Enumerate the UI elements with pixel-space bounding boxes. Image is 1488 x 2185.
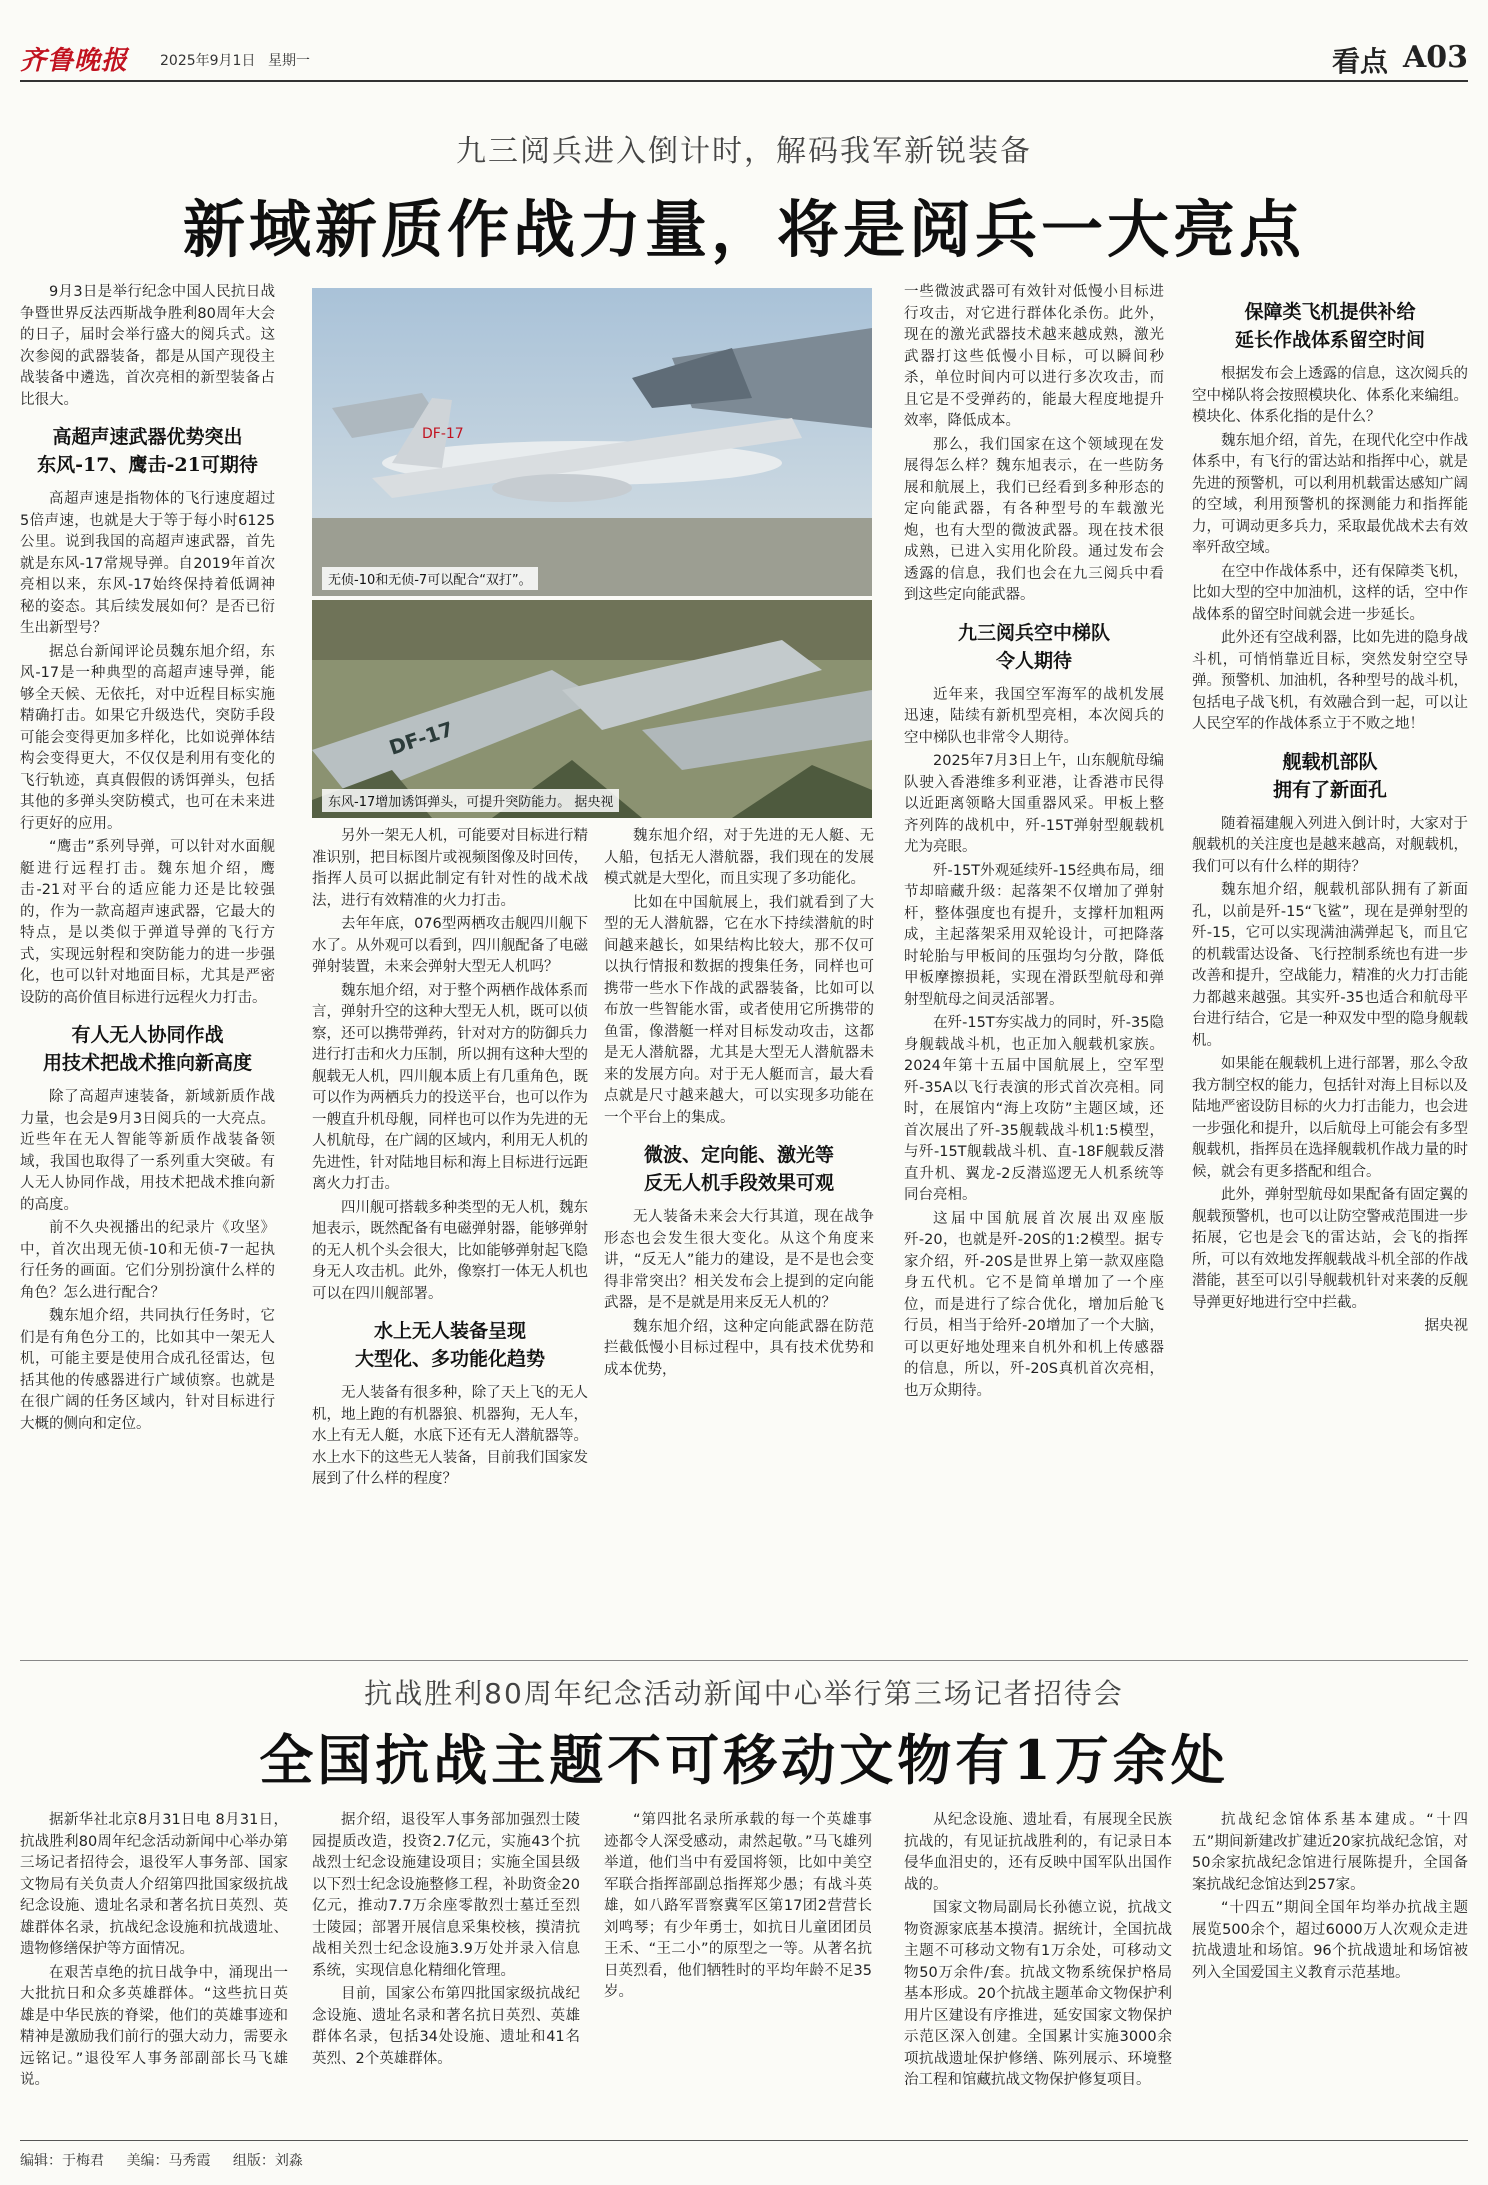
paragraph: 去年年底，076型两栖攻击舰四川舰下水了。从外观可以看到，四川舰配备了电磁弹射装置，未来会弹射大型无人机吗？ <box>312 916 588 975</box>
missile-illustration <box>312 600 872 818</box>
drone-tail-marking: DF-17 <box>422 426 464 442</box>
subhead-support-aircraft: 保障类飞机提供补给 延长作战体系留空时间 <box>1234 301 1425 351</box>
paragraph: 从纪念设施、遗址看，有展现全民族抗战的，有见证抗战胜利的，有记录日本侵华血泪史的，还有反映中国军队出国作战的。 <box>904 1812 1172 1893</box>
paragraph: 近年来，我国空军海军的战机发展迅速，陆续有新机型亮相，本次阅兵的空中梯队也非常令人期待。 <box>904 686 1164 746</box>
subhead-water-unmanned: 水上无人装备呈现 大型化、多功能化趋势 <box>354 1320 545 1370</box>
story1-column-5 <box>1192 282 1468 1650</box>
paragraph: 此外还有空战利器，比如先进的隐身战斗机，可悄悄靠近目标，突然发射空空导弹。预警机、加油机，各种型号的战斗机，包括电子战飞机，有效融合到一起，可以让人民空军的作战体系立于不败之地！ <box>1192 630 1468 732</box>
paragraph: 在空中作战体系中，还有保障类飞机，比如大型的空中加油机，这样的话，空中作战体系的留空时间就会进一步延长。 <box>1192 563 1468 623</box>
paragraph: “第四批名录所承载的每一个英雄事迹都令人深受感动，肃然起敬。”马飞雄列举道，他们当中有爱国将领，比如中美空军联合指挥部副总指挥郑少愚；有战斗英雄，如八路军晋察冀军区第17团2营营长刘鸣琴；有少年勇士，如抗日儿童团团员王禾、“王二小”的原型之一等。从著名抗日英烈看，他们牺牲时的平均年龄不足35岁。 <box>604 1812 872 2000</box>
story1-column-3 <box>604 826 874 1650</box>
story2-column-1 <box>20 1810 288 2130</box>
paragraph: 这届中国航展首次展出双座版歼-20，也就是歼-20S的1:2模型。据专家介绍，歼-20S是世界上第一款双座隐身五代机。它不是简单增加了一个座位，而是进行了综合优化，增加后舱飞行员，相当于给歼-20增加了一个大脑，可以更好地处理来自机外和机上传感器的信息，所以，歼-20S真机首次亮相，也万众期待。 <box>904 1210 1164 1399</box>
issue-weekday: 星期一 <box>268 53 310 69</box>
story-divider <box>20 1660 1468 1661</box>
masthead-rule <box>20 80 1468 82</box>
drone-illustration <box>312 288 872 596</box>
paragraph: 魏东旭介绍，这种定向能武器在防范拦截低慢小目标过程中，具有技术优势和成本优势， <box>604 1318 874 1378</box>
story1-column-4 <box>904 282 1164 1650</box>
story2-column-4 <box>904 1810 1172 2130</box>
paragraph: 如果能在舰载机上进行部署，那么令敌我方制空权的能力，包括针对海上目标以及陆地严密设防目标的火力打击能力，也会进一步强化和提升，以后航母上可能会有多型舰载机，指挥员在选择舰载机作战力量的时候，就会有更多搭配和组合。 <box>1192 1056 1468 1180</box>
paragraph: 魏东旭介绍，共同执行任务时，它们是有角色分工的，比如其中一架无人机，可能主要是使用合成孔径雷达，包括其他的传感器进行广域侦察。也就是在很广阔的任务区域内，针对目标进行大概的侧向和定位。 <box>20 1308 275 1432</box>
subhead-hypersonic: 高超声速武器优势突出 东风-17、鹰击-21可期待 <box>37 426 258 476</box>
story1-kicker: 九三阅兵进入倒计时，解码我军新锐装备 <box>456 134 1032 169</box>
story2-column-5 <box>1192 1810 1468 2130</box>
paragraph: 据新华社北京8月31日电 8月31日，抗战胜利80周年纪念活动新闻中心举办第三场记者招待会，退役军人事务部、国家文物局有关负责人介绍第四批国家级抗战纪念设施、遗址名录和著名抗日英烈、英雄群体名录，抗战纪念设施和抗战遗址、遗物修缮保护等方面情况。 <box>20 1812 288 1957</box>
section-name: 看点 <box>1331 45 1388 78</box>
paragraph: 据介绍，退役军人事务部加强烈士陵园提质改造，投资2.7亿元，实施43个抗战烈士纪念设施建设项目；实施全国县级以下烈士纪念设施整修工程，补助资金20亿元，推动7.7万余座零散烈士墓迁至烈士陵园；部署开展信息采集校核，摸清抗战相关烈士纪念设施3.9万处并录入信息系统，实现信息化精细化管理。 <box>312 1812 580 1979</box>
subhead-air-echelon: 九三阅兵空中梯队 令人期待 <box>957 621 1110 672</box>
photo1-caption: 无侦-10和无侦-7可以配合“双打”。 <box>322 567 538 590</box>
page-number: A03 <box>1402 40 1468 75</box>
paragraph: 另外一架无人机，可能要对目标进行精准识别，把目标图片或视频图像及时回传，指挥人员可以据此制定有针对性的战术战法，进行有效精准的火力打击。 <box>312 828 588 909</box>
paragraph: 据总台新闻评论员魏东旭介绍，东风-17是一种典型的高超声速导弹，能够全天候、无依托，对中近程目标实施精确打击。如果它升级迭代，突防手段可能会变得更加多样化，比如说弹体结构会变得更大，不仅仅是利用有变化的飞行轨迹，真真假假的诱饵弹头，包括其他的多弹头突防模式，也可在未来进行更好的应用。 <box>20 643 275 832</box>
paragraph: 比如在中国航展上，我们就看到了大型的无人潜航器，它在水下持续潜航的时间越来越长，如果结构比较大，那不仅可以执行情报和数据的搜集任务，同样也可携带一些水下作战的武器装备，比如可以布放一些智能水雷，或者使用它所携带的鱼雷，像潜艇一样对目标发动攻击，这都是无人潜航器，尤其是大型无人潜航器未来的发展方向。对于无人艇而言，最大看点就是尺寸越来越大，可以实现多功能在一个平台上的集成。 <box>604 894 874 1126</box>
paragraph: 无人装备未来会大行其道，现在战争形态也会发生很大变化。从这个角度来讲，“反无人”能力的建设，是不是也会变得非常突出？相关发布会上提到的定向能武器，是不是就是用来反无人机的？ <box>604 1209 874 1311</box>
paragraph: 2025年7月3日上午，山东舰航母编队驶入香港维多利亚港，让香港市民得以近距离领略大国重器风采。甲板上整齐列阵的战机中，歼-15T弹射型舰载机尤为亮眼。 <box>904 753 1164 855</box>
story2-kicker: 抗战胜利80周年纪念活动新闻中心举行第三场记者招待会 <box>364 1677 1124 1710</box>
photo-drones <box>312 288 872 596</box>
story1-credit: 据央视 <box>1424 1318 1468 1334</box>
paragraph: 根据发布会上透露的信息，这次阅兵的空中梯队将会按照模块化、体系化来编组。模块化、体系化指的是什么？ <box>1192 366 1468 425</box>
paragraph: 在艰苦卓绝的抗日战争中，涌现出一大批抗日和众多英雄群体。“这些抗日英雄是中华民族的脊梁，他们的英雄事迹和精神是激励我们前行的强大动力，需要永远铭记。”退役军人事务部副部长马飞雄说。 <box>20 1964 288 2088</box>
paragraph: 国家文物局副局长孙德立说，抗战文物资源家底基本摸清。据统计，全国抗战主题不可移动文物有1万余处，可移动文物50万余件/套。抗战文物系统保护格局基本形成。20个抗战主题革命文物保护利用片区建设有序推进，延安国家文物保护示范区深入创建。全国累计实施3000余项抗战遗址保护修缮、陈列展示、环境整治工程和馆藏抗战文物保护修复项目。 <box>904 1900 1172 2088</box>
story1-column-2 <box>312 826 588 1650</box>
paragraph: 魏东旭介绍，对于整个两栖作战体系而言，弹射升空的这种大型无人机，既可以侦察，还可以携带弹药，针对对方的防御兵力进行打击和火力压制，所以拥有这种大型的舰载无人机，四川舰本质上有几重角色，既可以作为两栖兵力的投送平台，也可以作为一艘直升机母舰，同样也可以作为先进的无人机航母，在广阔的区域内，利用无人机的先进性，针对陆地目标和海上目标进行远距离火力打击。 <box>312 982 588 1192</box>
masthead <box>20 40 1468 78</box>
paragraph: 无人装备有很多种，除了天上飞的无人机，地上跑的有机器狼、机器狗，无人车，水上有无人艇，水底下还有无人潜航器等。水上水下的这些无人装备，目前我们国家发展到了什么样的程度？ <box>312 1385 588 1487</box>
newspaper-brand: 齐鲁晚报 <box>20 46 129 76</box>
story1-headline: 新域新质作战力量，将是阅兵一大亮点 <box>182 193 1305 266</box>
story1-column-1 <box>20 282 275 1650</box>
paragraph: 随着福建舰入列进入倒计时，大家对于舰载机的关注度也是越来越高，对舰载机，我们可以有什么样的期待？ <box>1192 815 1468 875</box>
footer-rule <box>20 2140 1468 2141</box>
paragraph: 目前，国家公布第四批国家级抗战纪念设施、遗址名录和著名抗日英烈、英雄群体名录，包括34处设施、遗址和41名英烈、2个英雄群体。 <box>312 1986 580 2067</box>
photo2-caption: 东风-17增加诱饵弹头，可提升突防能力。 据央视 <box>322 789 619 812</box>
footer-editor: 编辑：于梅君 <box>20 2153 104 2169</box>
photo-df17 <box>312 600 872 818</box>
paragraph: 在歼-15T夯实战力的同时，歼-35隐身舰载战斗机，也正加入舰载机家族。2024年第十五届中国航展上，空军型歼-35A以飞行表演的形式首次亮相。同时，在展馆内“海上攻防”主题区域，还首次展出了歼-35舰载战斗机1:5模型，与歼-15T舰载战斗机、直-18F舰载反潜直升机、翼龙-2反潜巡逻无人机系统等同台亮相。 <box>904 1015 1164 1203</box>
footer-art-editor: 美编：马秀霞 <box>126 2153 211 2169</box>
story1-lead: 9月3日是举行纪念中国人民抗日战争暨世界反法西斯战争胜利80周年大会的日子，届时会举行盛大的阅兵式。这次参阅的武器装备，都是从国产现役主战装备中遴选，首次亮相的新型装备占比很大。 <box>20 284 275 408</box>
story2-column-3 <box>604 1810 872 2130</box>
missile-marking: DF-17 <box>386 716 457 760</box>
story2-column-2 <box>312 1810 580 2130</box>
paragraph: 那么，我们国家在这个领域现在发展得怎么样？魏东旭表示，在一些防务展和航展上，我们已经看到多种形态的定向能武器，有各种型号的车载激光炮，也有大型的微波武器。现在技术很成熟，已进入实用化阶段。通过发布会透露的信息，我们也会在九三阅兵中看到这些定向能武器。 <box>904 436 1164 603</box>
paragraph: 除了高超声速装备，新域新质作战力量，也会是9月3日阅兵的一大亮点。近些年在无人智能等新质作战装备领域，我国也取得了一系列重大突破。有人无人协同作战，用技术把战术推向新的高度。 <box>20 1089 275 1213</box>
paragraph: 歼-15T外观延续歼-15经典布局，细节却暗藏升级：起落架不仅增加了弹射杆，整体强度也有提升，支撑杆加粗两成，主起落架采用双轮设计，可把降落时轮胎与甲板间的压强均匀分散，降低甲板摩擦损耗，实现在滑跃型航母和弹射型航母之间灵活部署。 <box>904 862 1164 1008</box>
footer-credits <box>20 2150 321 2170</box>
footer-layout: 组版：刘淼 <box>232 2153 303 2169</box>
paragraph: 四川舰可搭载多种类型的无人机，魏东旭表示，既然配备有电磁弹射器，能够弹射的无人机个头会很大，比如能够弹射起飞隐身无人攻击机。此外，像察打一体无人机也可以在四川舰部署。 <box>312 1199 588 1302</box>
paragraph: 高超声速是指物体的飞行速度超过5倍声速，也就是大于等于每小时6125公里。说到我国的高超声速武器，首先就是东风-17常规导弹。自2019年首次亮相以来，东风-17始终保持着低调神秘的姿态。其后续发展如何？是否已衍生出新型号？ <box>20 491 275 636</box>
paragraph: 抗战纪念馆体系基本建成。“十四五”期间新建改扩建近20家抗战纪念馆，对50余家抗战纪念馆进行展陈提升，全国备案抗战纪念馆达到257家。 <box>1192 1812 1468 1893</box>
paragraph: 此外，弹射型航母如果配备有固定翼的舰载预警机，也可以让防空警戒范围进一步拓展，它也是会飞的雷达站，会飞的指挥所，可以有效地发挥舰载战斗机全部的作战潜能，甚至可以引导舰载机针对来袭的反舰导弹更好地进行空中拦截。 <box>1192 1187 1468 1311</box>
subhead-manned-unmanned: 有人无人协同作战 用技术把战术推向新高度 <box>42 1024 252 1074</box>
story2-headline: 全国抗战主题不可移动文物有1万余处 <box>259 1728 1229 1792</box>
subhead-anti-drone: 微波、定向能、激光等 反无人机手段效果可观 <box>643 1144 834 1194</box>
paragraph: 魏东旭介绍，对于先进的无人艇、无人船，包括无人潜航器，我们现在的发展模式就是大型化，而且实现了多功能化。 <box>604 828 874 887</box>
subhead-carrier-aircraft: 舰载机部队 拥有了新面孔 <box>1272 750 1387 801</box>
paragraph: 一些微波武器可有效针对低慢小目标进行攻击，对它进行群体化杀伤。此外，现在的激光武器技术越来越成熟，激光武器打这些低慢小目标，可以瞬间秒杀，单位时间内可以进行多次攻击，而且它是不受弹药的，能最大程度地提升效率，降低成本。 <box>904 284 1164 429</box>
paragraph: 魏东旭介绍，舰载机部队拥有了新面孔，以前是歼-15“飞鲨”，现在是弹射型的歼-15，它可以实现满油满弹起飞，而且它的机载雷达设备、飞行控制系统也有进一步改善和提升，空战能力，精准的火力打击能力都越来越强。其实歼-35也适合和航母平台进行结合，它是一种双发中型的隐身舰载机。 <box>1192 882 1468 1049</box>
paragraph: 前不久央视播出的纪录片《攻坚》中，首次出现无侦-10和无侦-7一起执行任务的画面。它们分别扮演什么样的角色？怎么进行配合？ <box>20 1220 275 1301</box>
paragraph: 魏东旭介绍，首先，在现代化空中作战体系中，有飞行的雷达站和指挥中心，就是先进的预警机，可以利用机载雷达感知广阔的空域，利用预警机的探测能力和指挥能力，可调动更多兵力，采取最优战术去有效率歼敌空域。 <box>1192 432 1468 556</box>
paragraph: “鹰击”系列导弹，可以针对水面舰艇进行远程打击。魏东旭介绍，鹰击-21对平台的适应能力还是比较强的，作为一款高超声速武器，它最大的特点，是以类似于弹道导弹的飞行方式，实现远射程和突防能力的进一步强化，也可以针对地面目标，尤其是严密设防的高价值目标进行远程火力打击。 <box>20 839 275 1006</box>
issue-date: 2025年9月1日 <box>160 53 256 69</box>
paragraph: “十四五”期间全国年均举办抗战主题展览500余个，超过6000万人次观众走进抗战遗址和场馆。96个抗战遗址和场馆被列入全国爱国主义教育示范基地。 <box>1192 1900 1468 1981</box>
